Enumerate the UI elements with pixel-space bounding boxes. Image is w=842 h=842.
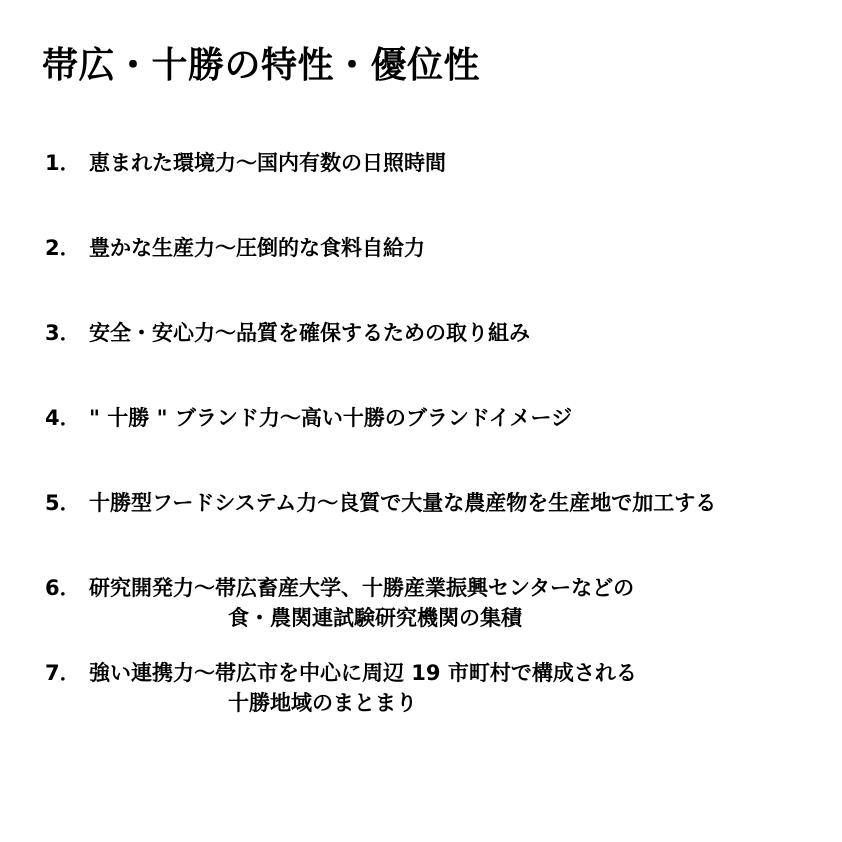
list-item	[45, 573, 634, 633]
item-number: 7．	[45, 661, 81, 685]
item-text: 豊かな生産力～圧倒的な食料自給力	[89, 236, 425, 260]
page-title: 帯広・十勝の特性・優位性	[42, 45, 481, 86]
item-text: 研究開発力～帯広畜産大学、十勝産業振興センターなどの	[89, 576, 635, 600]
item-number: 3．	[45, 321, 81, 345]
item-number: 2．	[45, 236, 81, 260]
item-number: 1．	[45, 151, 81, 175]
item-text: " 十勝 " ブランド力～高い十勝のブランドイメージ	[89, 406, 573, 430]
item-number: 4．	[45, 406, 81, 430]
item-text: 十勝型フードシステム力～良質で大量な農産物を生産地で加工する	[89, 491, 717, 515]
item-number: 6．	[45, 576, 81, 600]
list-item	[45, 488, 716, 518]
list-item	[45, 148, 446, 178]
list-item	[45, 403, 572, 433]
item-text-continuation: 食・農関連試験研究機関の集積	[228, 606, 522, 630]
item-text: 強い連携力～帯広市を中心に周辺 19 市町村で構成される	[89, 661, 637, 685]
item-text-continuation: 十勝地域のまとまり	[228, 691, 417, 715]
item-text: 恵まれた環境力～国内有数の日照時間	[89, 151, 446, 175]
item-number: 5．	[45, 491, 81, 515]
list-item	[45, 318, 530, 348]
list-item	[45, 233, 425, 263]
list-item	[45, 658, 637, 718]
item-text: 安全・安心力～品質を確保するための取り組み	[89, 321, 530, 345]
